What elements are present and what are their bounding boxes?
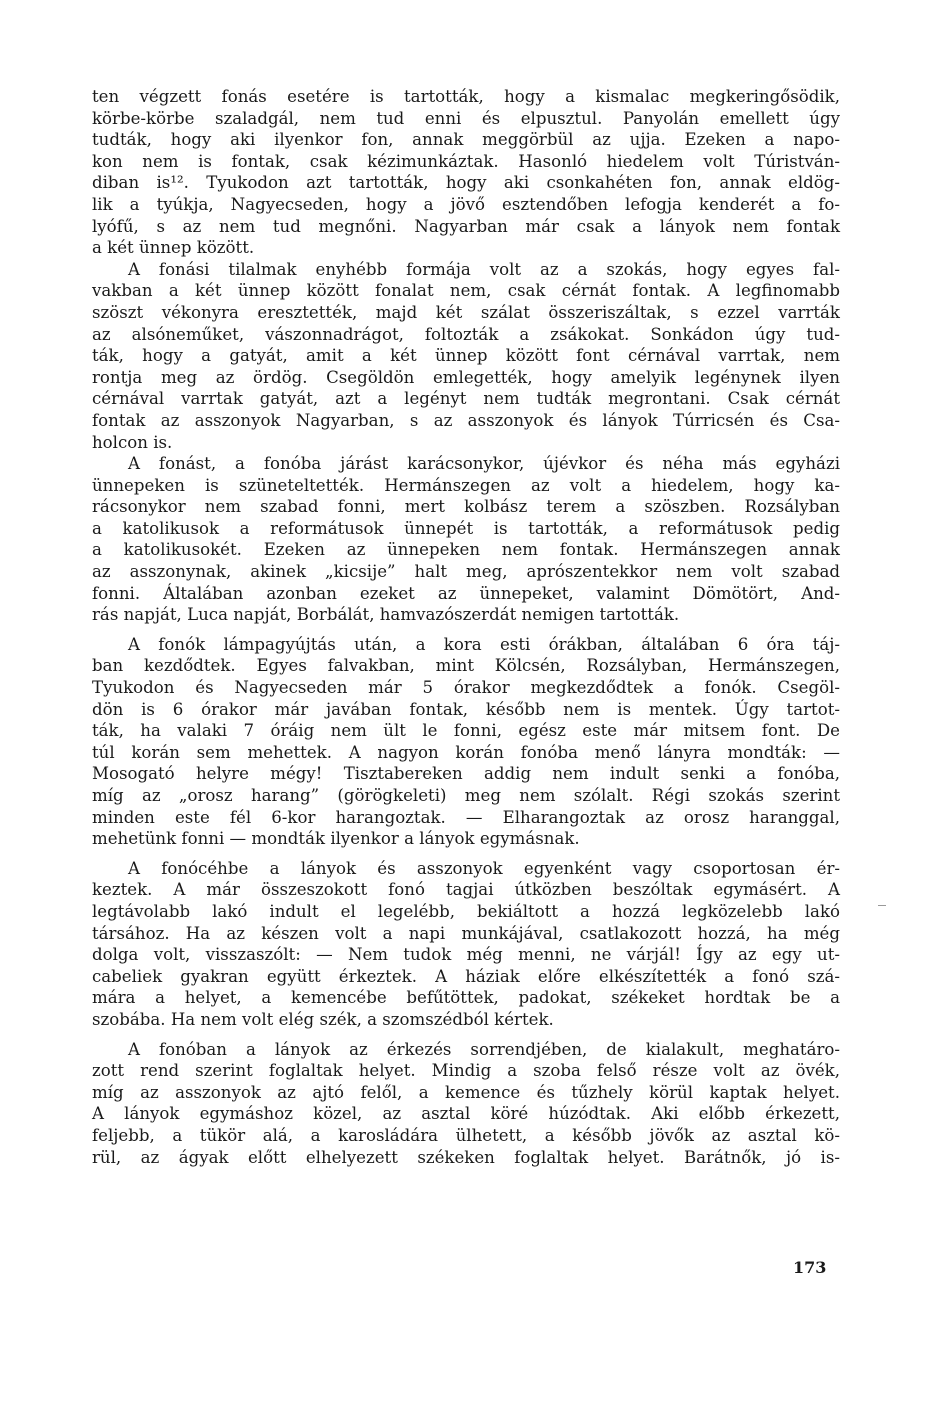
text-line: szöszt vékonyra eresztették, majd két szálat összeriszáltak, s ezzel varrták bbox=[92, 302, 840, 322]
text-line: vakban a két ünnep között fonalat nem, csak cérnát fontak. A legfinomabb bbox=[92, 281, 840, 301]
page-number: 173 bbox=[793, 1258, 827, 1277]
text-line: a két ünnep között. bbox=[92, 238, 255, 258]
text-line: fonni. Általában azonban ezeket az ünnepeket, valamint Dömötört, And- bbox=[92, 583, 840, 603]
text-line: keztek. A már összeszokott fonó tagjai útközben beszóltak egymásért. A bbox=[92, 880, 840, 900]
text-line: minden este fél 6-kor harangoztak. — Elharangoztak az orosz haranggal, bbox=[92, 807, 840, 827]
text-line: rácsonykor nem szabad fonni, mert kolbász terem a szöszben. Rozsályban bbox=[92, 497, 840, 517]
text-line: A fonócéhbe a lányok és asszonyok egyenként vagy csoportosan ér- bbox=[128, 858, 840, 878]
text-line: feljebb, a tükör alá, a karosládára ülhetett, a később jövők az asztal kö- bbox=[92, 1125, 840, 1145]
text-line: dön is 6 órakor már javában fontak, később nem is mentek. Úgy tartot- bbox=[92, 699, 840, 719]
text-line: diban is¹². Tyukodon azt tartották, hogy aki csonkahéten fon, annak eldög- bbox=[92, 173, 840, 193]
paragraph bbox=[92, 86, 840, 259]
text-line: tudták, hogy aki ilyenkor fon, annak meggörbül az ujja. Ezeken a napo- bbox=[92, 130, 840, 150]
text-line: rás napját, Luca napját, Borbálát, hamvazószerdát nemigen tartották. bbox=[92, 605, 680, 625]
text-line: míg az asszonyok az ajtó felől, a kemence és tűzhely körül kaptak helyet. bbox=[92, 1082, 840, 1102]
text-line: A lányok egymáshoz közel, az asztal köré húzódtak. Aki előbb érkezett, bbox=[92, 1104, 840, 1124]
text-line: lik a tyúkja, Nagyecseden, hogy a jövő esztendőben lefogja kenderét a fo- bbox=[92, 194, 840, 214]
text-line: zott rend szerint foglaltak helyet. Mindig a szoba felső része volt az övék, bbox=[92, 1061, 840, 1081]
text-line: rül, az ágyak előtt elhelyezett székeken foglaltak helyet. Barátnők, jó is- bbox=[92, 1147, 840, 1167]
text-line: cabeliek gyakran együtt érkeztek. A háziak előre elkészítették a fonó szá- bbox=[92, 966, 840, 986]
paragraph bbox=[92, 634, 840, 850]
text-line: lyófű, s az nem tud megnőni. Nagyarban már csak a lányok nem fontak bbox=[92, 216, 840, 236]
text-line: rontja meg az ördög. Csegöldön emlegették, hogy amelyik legénynek ilyen bbox=[92, 367, 840, 387]
text-line: ták, ha valaki 7 óráig nem ült le fonni, egész este már mitsem font. De bbox=[92, 721, 840, 741]
text-line: ták, hogy a gatyát, amit a két ünnep között font cérnával varrtak, nem bbox=[92, 346, 840, 366]
text-line: mehetünk fonni — mondták ilyenkor a lányok egymásnak. bbox=[92, 829, 580, 849]
text-line: cérnával varrtak gatyát, azt a legényt nem tudták megrontani. Csak cérnát bbox=[92, 389, 840, 409]
text-line: az alsóneműket, vászonnadrágot, foltozták a zsákokat. Sonkádon úgy tud- bbox=[92, 324, 840, 344]
text-line: körbe-körbe szaladgál, nem tud enni és elpusztul. Panyolán emellett úgy bbox=[92, 108, 840, 128]
text-line: holcon is. bbox=[92, 432, 173, 452]
text-line: ünnepeken is szüneteltették. Hermánszegen az volt a hiedelem, hogy ka- bbox=[92, 475, 840, 495]
text-line: szobába. Ha nem volt elég szék, a szomszédból kértek. bbox=[92, 1009, 554, 1029]
page-body bbox=[92, 86, 840, 1168]
text-line: A fonási tilalmak enyhébb formája volt az a szokás, hogy egyes fal- bbox=[128, 259, 840, 279]
text-line: társához. Ha az készen volt a napi munkájával, csatlakozott hozzá, ha még bbox=[92, 923, 840, 943]
text-line: a katolikusokét. Ezeken az ünnepeken nem fontak. Hermánszegen annak bbox=[92, 540, 840, 560]
text-line: kon nem is fontak, csak kézimunkáztak. Hasonló hiedelem volt Túristván- bbox=[92, 151, 840, 171]
text-line: legtávolabb lakó indult el legelébb, bekiáltott a hozzá legközelebb lakó bbox=[92, 901, 840, 921]
paragraph bbox=[92, 259, 840, 453]
text-line: míg az „orosz harang” (görögkeleti) meg nem szólalt. Régi szokás szerint bbox=[92, 786, 840, 805]
paragraph bbox=[92, 1039, 840, 1169]
text-line: az asszonynak, akinek „kicsije” halt meg, aprószentekkor nem volt szabad bbox=[92, 562, 840, 582]
text-line: mára a helyet, a kemencébe befűtöttek, padokat, székeket hordtak be a bbox=[92, 988, 840, 1008]
text-line: ten végzett fonás esetére is tartották, hogy a kismalac megkeringősödik, bbox=[92, 87, 840, 106]
text-line: A fonók lámpagyújtás után, a kora esti órákban, általában 6 óra táj- bbox=[128, 634, 840, 654]
text-line: fontak az asszonyok Nagyarban, s az asszonyok és lányok Túrricsén és Csa- bbox=[92, 410, 840, 430]
paragraph bbox=[92, 453, 840, 626]
paragraph bbox=[92, 858, 840, 1031]
text-line: A fonást, a fonóba járást karácsonykor, újévkor és néha más egyházi bbox=[128, 454, 840, 474]
margin-mark bbox=[878, 905, 886, 906]
text-line: ban kezdődtek. Egyes falvakban, mint Kölcsén, Rozsályban, Hermánszegen, bbox=[92, 656, 840, 676]
text-line: Tyukodon és Nagyecseden már 5 órakor megkezdődtek a fonók. Csegöl- bbox=[92, 678, 840, 698]
text-line: túl korán sem mehettek. A nagyon korán fonóba menő lányra mondták: — bbox=[92, 742, 840, 762]
text-line: dolga volt, visszaszólt: — Nem tudok még menni, ne várjál! Így az egy ut- bbox=[92, 945, 840, 965]
text-line: Mosogató helyre mégy! Tisztabereken addig nem indult senki a fonóba, bbox=[92, 764, 840, 784]
text-line: A fonóban a lányok az érkezés sorrendjében, de kialakult, meghatáro- bbox=[128, 1039, 840, 1059]
text-line: a katolikusok a reformátusok ünnepét is tartották, a reformátusok pedig bbox=[92, 518, 840, 538]
